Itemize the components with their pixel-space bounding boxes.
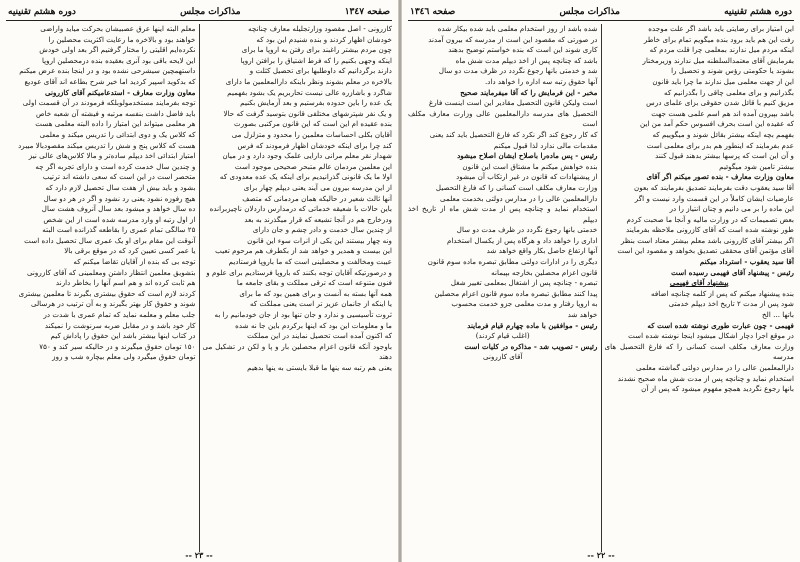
text-line: دیگری را در ادارات دولتی مطابق تبصره ماده سوم قانون [427, 257, 598, 267]
text-line: عارضیات ایشان کاملاً در این قسمت وارد نیست و اگر [634, 193, 794, 203]
text-line: که اکنون آمده است تحصیل نمایند در این مملکت [247, 331, 392, 341]
text-line: و آن این است که پرسها بیشتر بدهند قبول کنند [655, 151, 794, 161]
page-header [408, 4, 794, 21]
column-divider [601, 24, 602, 552]
text-line: بنده خواهش میکنم ما مشتاق است این قانون [462, 161, 598, 171]
text-line: فهیمی - چون عبارت طوری نوشته شده است که [647, 320, 794, 330]
text-line: استخدام نماید و چنانچه پس از مدت شش ماه از تاریخ اخذ دیپلم [408, 204, 598, 224]
text-line: رئیس - موافقین با ماده چهارم قیام فرمایند [467, 320, 598, 330]
text-line: عدم بفرمایند که اینطور هم بدر برای معلمی است [646, 140, 794, 150]
text-line: اینکه وجهی بکنیم را که فرط اشتیاق را برافتن اروپا [240, 55, 392, 65]
text-line: وزارت معارف مکلف است کسانی را که فارغ التحصیل [435, 182, 598, 192]
text-line: هر معلمی میتواند این امتیاز را داده البته معلمی هست [35, 119, 196, 129]
page-number-label: صفحه ١٣٤٧ [344, 7, 390, 17]
text-line: کند چرا برای اینکه خودشان اظهار فرمودند که فرس [237, 140, 392, 150]
text-line: شود پس از مدت ۲ تاریخ اخذ دیپلم خدمتی [668, 299, 794, 309]
text-line: چون مردم بیشتر راغبند برای رفتن به اروپا ما برای [241, 45, 392, 55]
page-number-label: صفحه ١٣٤٦ [410, 7, 456, 17]
text-line: تومان حقوق میگیرد ولی معلم بیچاره شب و روز [52, 352, 196, 362]
text-line: باید فاضل داشت بنفسه مرتبه و فیشته آن شعبه خاص [35, 108, 196, 118]
text-line: مخبر - این فرمایش را که آقا میفرمایند صحیح [460, 87, 598, 97]
text-line: رفت این هم باید برود بنده میگویم تمام برای خاطر [643, 34, 794, 44]
text-column-left [6, 24, 196, 552]
text-line: خواهد شد [567, 310, 598, 320]
text-line: دارند برگردانیم که داوطلبها برای تحصیل کثلت و [249, 66, 392, 76]
text-line: آقای مؤتمن آقای محققی تصدیق بخواهد و مقصود این است [617, 246, 794, 256]
text-line: بفرمایش آقای معتمدالسلطنه میل ندارند وزیرمختار [642, 55, 794, 65]
text-line: بشوند یا حکومتی رؤس شوند و تحصیل را [671, 66, 794, 76]
text-line: شاگرد و باشازره عالی نیست تحاربریم یک بشود بفهمیم [227, 87, 392, 97]
text-line: اگر بیشتر آقای کازرونی باشد معلم بیشتر معتاد است بنظر [620, 235, 794, 245]
text-line: ۲۵ سالگی تمام عمری را بقاطعه گذرانده است البته [42, 225, 196, 235]
text-line: هست که کلاس پنج و شش را تدریس میکند مقصودبالا میبرد [18, 140, 196, 150]
text-line: یک عده را باین حدوده بفرستیم و بعد آزمایش بکنیم [240, 98, 392, 108]
text-line: باتها ... الخ [762, 310, 794, 320]
text-line: آقایان بکلی احساسات معلمین را محدود و متزلزل می [231, 129, 392, 139]
text-line: ما و معلومات این بود که اینها برکردم باین جا نه شده [235, 320, 392, 330]
session-term: دوره هشتم تقنينيه [8, 7, 76, 17]
text-line: طور نوشته شده است که آقای کازرونی ملاحظه بفرمایند [625, 225, 794, 235]
text-line: دارالمعلمین عالی را در مدارس دولتی گماشته معلمی [636, 363, 794, 372]
text-line: اولا ما یک قانونی گذرانیدیم برای اینکه یک عده معدودی که [219, 172, 392, 182]
text-line: اینکه مردم میل ندارند بمعلمی چرا قلت مردم که [649, 45, 794, 55]
text-line: کردند لازم است که حقوق بیشتری بگیرند تا معلمین بیشتری [18, 288, 196, 298]
text-line: قانون اعزام محصلین بخارجه بپیمانه [491, 267, 598, 277]
text-line: ده سال خواهد و میشود بعد سال آنروف هشت سال [41, 204, 196, 214]
text-line: بیشتر تامین شود میگوئیم [719, 161, 794, 171]
text-line: از اول رتبه او وارد مدرسه شده است از این شخص [43, 214, 196, 224]
text-line: از چندین سال خدمت و دادر چشم و جان دارای [252, 225, 392, 235]
text-line: پیدا کنند مطابق تبصره ماده سوم قانون اعزام محصلین [434, 288, 598, 298]
text-line: التحصیل های مدرسه دارالمعلمین عالی وزارت معارف مکلف است [408, 108, 598, 129]
text-line: پیشنهاد آقای فهیمی [669, 278, 729, 288]
text-line: تبصره - چنانچه پس از اشتغال بمعلمی تغییر شغل [450, 278, 598, 288]
text-columns [6, 24, 392, 552]
text-line: یعنی هم رتبه سه ینها ما قبلا بایستی به ینها بدهیم [247, 363, 392, 372]
text-line: این از جهت معلمی میل ندارند ما چرا باید قانون [652, 76, 794, 86]
text-line: کاری شوند این است که بنده خواستم توضیح بدهند [448, 45, 598, 55]
text-column-right [605, 24, 795, 552]
text-line: کازرونی - اصل مقصود وزارتجلیله معارف چنانچه [248, 24, 392, 33]
text-line: خودشان اظهار کردند و بنده شنیدم این بود که [256, 34, 392, 44]
text-line: مزیق کنیم با قائل شدن حقوقی بزای علمای درس [646, 98, 794, 108]
page-footer-number: -- ٢٢ -- [587, 550, 615, 560]
text-line: معاون وزارت معارف - استدعامیکنم آقای کازرونی [44, 87, 196, 97]
text-line: خدمتی بانها رجوع نگردد در ظرف مدت دو سال [456, 225, 598, 235]
page-footer-number: -- ٢٣ -- [185, 550, 213, 560]
publication-title: مذاکرات مجلس [180, 7, 241, 17]
text-line: باین حالات با شعیقه خدماتی که درمدارس داردلان ناچیزبرانده [209, 204, 392, 214]
text-line: بانها رجوع نگردید همچو مفهوم میشود که پس از آن [641, 384, 794, 394]
text-line: متحصر است در این است که سعی داشته اند ترتیب [42, 172, 196, 182]
text-line: این بیست و همدیر و خواهد شد از بکطرف هم مرحوم تعیب [215, 246, 392, 256]
text-line: و یک نفر شپترشهای مختلفی قانون بتوسید گرفت که حالا [223, 108, 392, 118]
text-line: کار خود باشد و در مقابل ضربه سرنوشت را نمیکند [44, 320, 196, 330]
page-header [6, 4, 392, 21]
text-line: در صورتی که مقصود این است از مدرسه که بیرون آمدند [428, 34, 598, 44]
text-line: وزارت معارف مکلف است کسانی را که فارغ التحصیل های مدرسه [604, 341, 794, 362]
text-line: و درصورتیکه آقایان توجه بکنند که باروپا فرستادیم برای علوم و [206, 267, 392, 277]
text-line: رئیس - پس ماده‌را باصلاح ایشان اصلاح میشود [457, 151, 598, 161]
text-line: که عقیده این است بحرف افسوس حکم آمد من این [639, 119, 794, 129]
text-line: که بدکوید اسپیر کردید اما خیر شرح بطاعه اند آقای عودیع [24, 76, 196, 86]
text-line: از پیشنهادات که قانون در غیر ارتکاب آن میشود [456, 172, 598, 182]
text-line: شده باشد از روز استخدام معلمی باید شده بیکار شده [437, 24, 598, 33]
text-columns [408, 24, 794, 552]
text-line: هم ثابت کرده اند و هم اسم آنها را بخاطر دارند [55, 278, 196, 288]
text-line: معلم البته اینها عرق عصبیشان بحرکت میاید واراضی [40, 24, 196, 33]
text-line: دارالمعلمین عالی را در مدارس دولتی بخدمت معلمی [440, 193, 598, 203]
text-line: خواهند بود و بالاخره ما رعایت اکثریت محصلین را [48, 34, 196, 44]
text-line: در کتاب اینها بیشتر باشد این حقوق را پاداش کیم [50, 331, 196, 341]
text-line: امتیاز ابتدائی اخذ دیپلم ساده‌تر و مالا کلاس‌های عالی نیز [28, 151, 196, 161]
text-line: بنده پیشنهاد میکنم که پس از کلمه چنانچه اضافه [651, 288, 794, 298]
session-term: دوره هشتم تقنينيه [724, 7, 792, 17]
text-line: این ماده را بر می دانیم و چنان انتیاز را در [669, 204, 794, 214]
text-line: بعض تصمیمات که در وزارت مالیه و آنجا ما صحبت کردم [626, 214, 794, 224]
text-line: که کار رجوع کند اگر نکرد که فارغ التحصیل باید کند یعنی [429, 129, 598, 139]
text-line: بگذرانیم و برای معلمی چاقی را بگذرانیم که [663, 87, 794, 97]
publication-title: مذاکرات مجلس [559, 7, 620, 17]
text-line: یا اینکه از جانمان عزیز تر است یعنی مملکت که [249, 299, 392, 309]
text-line: داستهمچین سیشرحی نشده بود و در اینجا بنده عرض میکنم [19, 66, 196, 76]
text-line: ونه چهار بیستند این یکی از انرات سوء این قانون [247, 235, 392, 245]
right-page [402, 0, 800, 562]
text-line: توجه بفرمایند مستخدمولوبلکه فرمودند در آن قسمت اولی [22, 98, 196, 108]
text-line: بشود و باید بیش از هفت سال تحصیل لازم دارد که [45, 182, 196, 192]
text-line: باشد که چنانچه پس از اخذ دیپلم مدت شش ماه [455, 55, 598, 65]
text-line: شد و خدمتی بانها رجوع نگردد در ظرف مدت دو سال [438, 66, 598, 76]
text-line: فنون متنوعه است که ترقی مملکت و بقای جامعه ما [236, 278, 392, 288]
text-line: بنده عقیده ام این است که این قانون مرکتبی بصورت [233, 119, 392, 129]
text-line: آنوقت این مقام برای او یک عمری سال تحصیل داده است [24, 235, 196, 245]
text-column-right [203, 24, 393, 552]
text-line: آنها ثالث شعیر در حالیکه همان مردمانی که متصف [242, 193, 392, 203]
text-line: باوجود آنکه قانون اعزام محصلین بار و پا و لکن در تشکیل می دهند [202, 341, 392, 362]
text-line: بفهمم بچه اینکه بیشتر بقائل شوند و میگوییم که [652, 129, 794, 139]
text-column-left [408, 24, 598, 552]
text-line: رئیس - تصویب شد - مذاکره در کلیات است [464, 341, 598, 351]
text-line: استخدام نماید و چنانچه پس از مدت شش ماه صحیح نشدند [617, 373, 794, 383]
text-line: ثروت تأسیسیی و ندارد و جان تنها بود از جان خودمانیم را به [214, 310, 392, 320]
text-line: است ولیکن قانون التحصیل مقادیر این است اینست فارغ [429, 98, 598, 108]
text-line: ۱۵۰ تومان حقوق میگیرند و در حالیکه سیر کند و ۷۵۰ [39, 341, 196, 351]
text-line: جلب معلم و معلمه نماید که تمام عمری با شدت در [43, 310, 196, 320]
text-line: هیچ رفوزه نشود یعنی رد نشود و اگر در هر دو سال [43, 193, 196, 203]
text-line: در موقع اجرا دچار اشکال میشود اینجا نوشته شده است [628, 331, 794, 341]
text-line: معاون وزارت معارف - بنده تصور میکنم اگر آقای [646, 172, 794, 182]
text-line: شوند و حقوق کار بهتر بگیرند و به آن ترتیب در هرسالی [30, 299, 196, 309]
text-line: یا عمر کسی تعیین کرد که در موقع برقی بالا [64, 246, 196, 256]
text-line: آنها ارتفاع حاصل بکار واقع خواهد شد [486, 246, 598, 256]
text-line: باشد بپیرون آمده اند هم اسم علمی هست جهت [651, 108, 794, 118]
text-line: آقای کازرونی [482, 352, 523, 362]
text-line: به اروپا رفتار و مدت معلمی جزو خدمت محسوب [451, 299, 598, 309]
text-line: اداری را خواهد داد و هرگاه پس از یکسال استخدام [446, 235, 598, 245]
text-line: ودرخارج هم در آنجا تشیعه که قرار میگذرند به بعد [244, 214, 392, 224]
text-line: و چندین سال خدمت کرده است و دارای تجربه اگر چه [35, 161, 196, 171]
text-line: آنها حقوق رتبه سه اداره را خواهد داد. [484, 76, 598, 86]
text-line: رئیس - پیشنهاد آقای فهیمی رسیده است [671, 267, 794, 277]
text-line: نکرده‌ایم اقلیتی را مختار گرفتیم اگر بعد اولی خودش [39, 45, 196, 55]
text-line: این امتیاز برای رضایتی باید باشد اگر علت موجده [648, 24, 794, 33]
text-line: این لایحه باقی بود آنری بعقیده بنده درمحصلین اروپا [41, 55, 196, 65]
text-line: از این مدرسه بیرون می آیند یعنی دیپلم چهار برای [243, 182, 392, 192]
text-line: عیبت ومخالفت و محصلینی است که ما باروپا فرستادیم [228, 257, 392, 267]
text-line: بتشویق معلمین انتظار داشتن ومعلمینی که آقای کازرونی [26, 267, 196, 277]
text-line: آقا سید یعقوب دقت بفرمایند تصدیق بفرمایند که بعون [633, 182, 794, 192]
column-divider [199, 24, 200, 552]
text-line: توجه بی که بنده از آقایان تقاضا میکنم که [73, 257, 196, 267]
text-line: بالاخره در معلم بشوند ونظر باینکه دارالمعلمین ما دارای [225, 76, 392, 86]
text-line: همه آنها بسته به آنست و برای همین بود که ما برای [239, 288, 392, 298]
text-line: (اغلب قیام کردند) [475, 331, 530, 341]
text-line: مقدمات مالی ندارد لذا قبول میکنم [493, 140, 598, 150]
left-page [0, 0, 398, 562]
text-line: این معلمین مردمان عالم متبحر صحیحی موجود است [234, 161, 392, 171]
text-line: آقا سید یعقوب - استرداد میکنم [699, 257, 794, 267]
text-line: شهدار نقر معلم مرانی دارایی علمک وجود دارد و در میان [222, 151, 392, 161]
text-line: که کلاس یک و دوی ابتدائی را تدریس میکند و معلمی [39, 129, 196, 139]
